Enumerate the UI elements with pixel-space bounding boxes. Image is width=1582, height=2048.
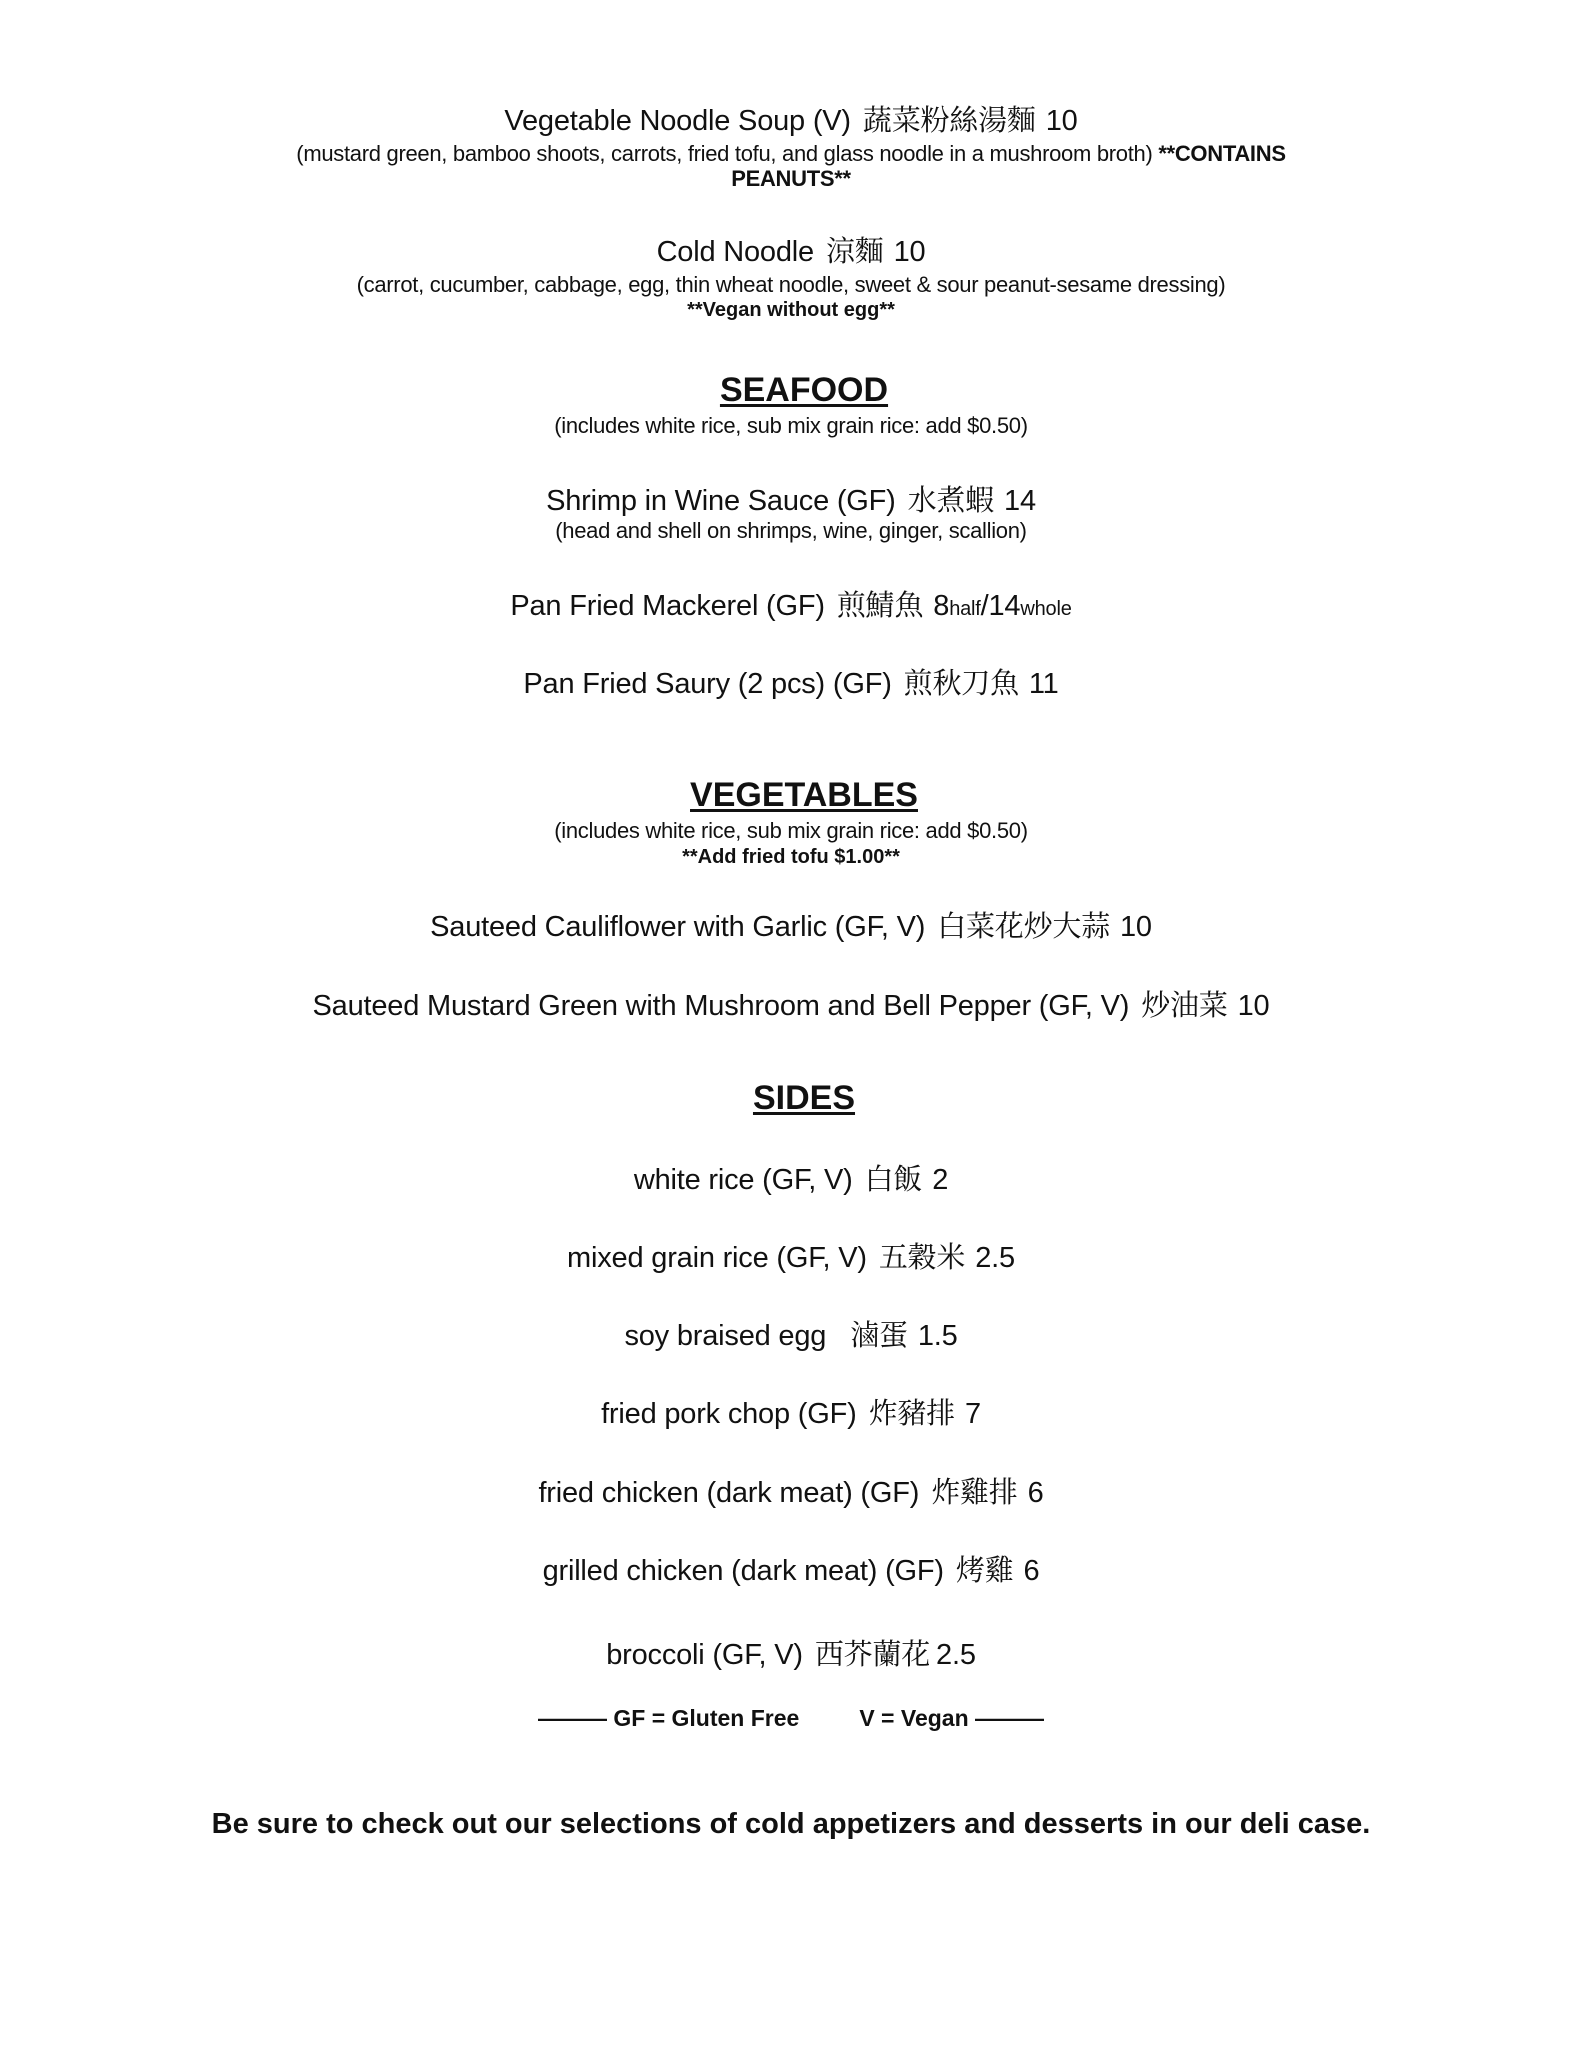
menu-item-sauteed-mustard-green xyxy=(0,983,1582,1024)
item-chinese-name: 蔬菜粉絲湯麵 xyxy=(862,103,1036,137)
menu-item-cold-noodle xyxy=(0,229,1582,270)
item-name: broccoli (GF, V) xyxy=(606,1639,803,1671)
item-description: (head and shell on shrimps, wine, ginger, scallion) xyxy=(555,518,1027,543)
item-name: mixed grain rice (GF, V) xyxy=(567,1242,867,1274)
menu-item-fried-pork-chop xyxy=(0,1391,1582,1432)
section-note: **Add fried tofu $1.00** xyxy=(682,846,900,868)
item-price: 10 xyxy=(893,236,926,268)
item-price-whole-label: whole xyxy=(1020,598,1072,620)
menu-item-soy-braised-egg xyxy=(0,1313,1582,1354)
item-chinese-name: 煎秋刀魚 xyxy=(903,666,1019,700)
item-chinese-name: 五穀米 xyxy=(878,1240,966,1274)
item-price-whole: /14 xyxy=(980,590,1021,622)
item-chinese-name: 涼麵 xyxy=(825,234,884,268)
menu-item-vegetable-noodle-soup xyxy=(0,98,1582,139)
item-chinese-name: 煎鯖魚 xyxy=(836,588,924,622)
item-chinese-name: 滷蛋 xyxy=(850,1318,908,1352)
legend-vegan: V = Vegan ——— xyxy=(859,1705,1045,1731)
item-chinese-name: 炒油菜 xyxy=(1141,988,1228,1022)
item-name: fried chicken (dark meat) (GF) xyxy=(538,1477,920,1509)
item-name: grilled chicken (dark meat) (GF) xyxy=(542,1555,944,1587)
item-allergen-note: **CONTAINS xyxy=(1158,141,1286,166)
item-chinese-name: 白飯 xyxy=(864,1162,923,1196)
menu-item-white-rice xyxy=(0,1157,1582,1198)
item-name: fried pork chop (GF) xyxy=(601,1398,857,1430)
legend-gluten-free: ——— GF = Gluten Free xyxy=(537,1705,800,1731)
item-price: 6 xyxy=(1023,1555,1040,1587)
item-name: Sauteed Mustard Green with Mushroom and Bell Pepper (GF, V) xyxy=(312,990,1130,1022)
item-price: 2.5 xyxy=(936,1639,976,1671)
section-title-vegetables: VEGETABLES xyxy=(690,776,918,814)
item-chinese-name: 炸豬排 xyxy=(868,1396,955,1430)
menu-item-pan-fried-saury xyxy=(0,661,1582,702)
menu-item-sauteed-cauliflower xyxy=(0,904,1582,945)
section-title-seafood: SEAFOOD xyxy=(719,371,889,409)
item-price: 1.5 xyxy=(917,1320,958,1352)
item-price: 6 xyxy=(1027,1477,1044,1509)
item-price: 10 xyxy=(1045,105,1078,137)
item-price: 2 xyxy=(932,1164,949,1196)
item-description-text: (mustard green, bamboo shoots, carrots, fried tofu, and glass noodle in a mushroom broth) xyxy=(296,141,1153,166)
menu-item-shrimp-wine-sauce xyxy=(0,478,1582,519)
item-name: Shrimp in Wine Sauce (GF) xyxy=(546,485,896,517)
menu-item-broccoli xyxy=(0,1632,1582,1673)
item-chinese-name: 烤雞 xyxy=(955,1553,1014,1587)
item-name: Pan Fried Saury (2 pcs) (GF) xyxy=(523,668,892,700)
item-name: Sauteed Cauliflower with Garlic (GF, V) xyxy=(430,911,926,943)
item-name: white rice (GF, V) xyxy=(633,1164,853,1196)
item-price-half-label: half xyxy=(949,598,981,620)
menu-item-fried-chicken xyxy=(0,1470,1582,1511)
item-chinese-name: 西芥蘭花 xyxy=(814,1637,931,1671)
menu-item-mixed-grain-rice xyxy=(0,1235,1582,1276)
item-allergen-note-wrap: PEANUTS** xyxy=(731,166,851,191)
item-price: 11 xyxy=(1028,668,1059,700)
item-name: soy braised egg xyxy=(624,1320,827,1352)
footer-note: Be sure to check out our selections of cold appetizers and desserts in our deli case. xyxy=(211,1808,1371,1840)
section-subtitle: (includes white rice, sub mix grain rice: add $0.50) xyxy=(554,413,1028,438)
item-price: 14 xyxy=(1004,485,1036,517)
section-subtitle: (includes white rice, sub mix grain rice: add $0.50) xyxy=(554,818,1028,843)
item-note: **Vegan without egg** xyxy=(687,299,895,321)
item-price: 7 xyxy=(964,1398,981,1430)
item-name: Cold Noodle xyxy=(656,236,814,268)
dietary-legend xyxy=(0,1705,1582,1732)
item-price: 10 xyxy=(1120,911,1152,943)
item-description xyxy=(0,141,1582,167)
item-chinese-name: 炸雞排 xyxy=(931,1475,1018,1509)
item-price: 2.5 xyxy=(975,1242,1015,1274)
item-name: Pan Fried Mackerel (GF) xyxy=(510,590,825,622)
item-description: (carrot, cucumber, cabbage, egg, thin wheat noodle, sweet & sour peanut-sesame dressing) xyxy=(356,272,1226,297)
item-price: 10 xyxy=(1237,990,1270,1022)
menu-item-pan-fried-mackerel xyxy=(0,583,1582,624)
item-chinese-name: 水煮蝦 xyxy=(907,483,995,517)
item-chinese-name: 白菜花炒大蒜 xyxy=(937,909,1110,943)
item-price-half: 8 xyxy=(933,590,950,622)
section-title-sides: SIDES xyxy=(752,1079,856,1117)
item-name: Vegetable Noodle Soup (V) xyxy=(504,105,851,137)
menu-item-grilled-chicken xyxy=(0,1548,1582,1589)
